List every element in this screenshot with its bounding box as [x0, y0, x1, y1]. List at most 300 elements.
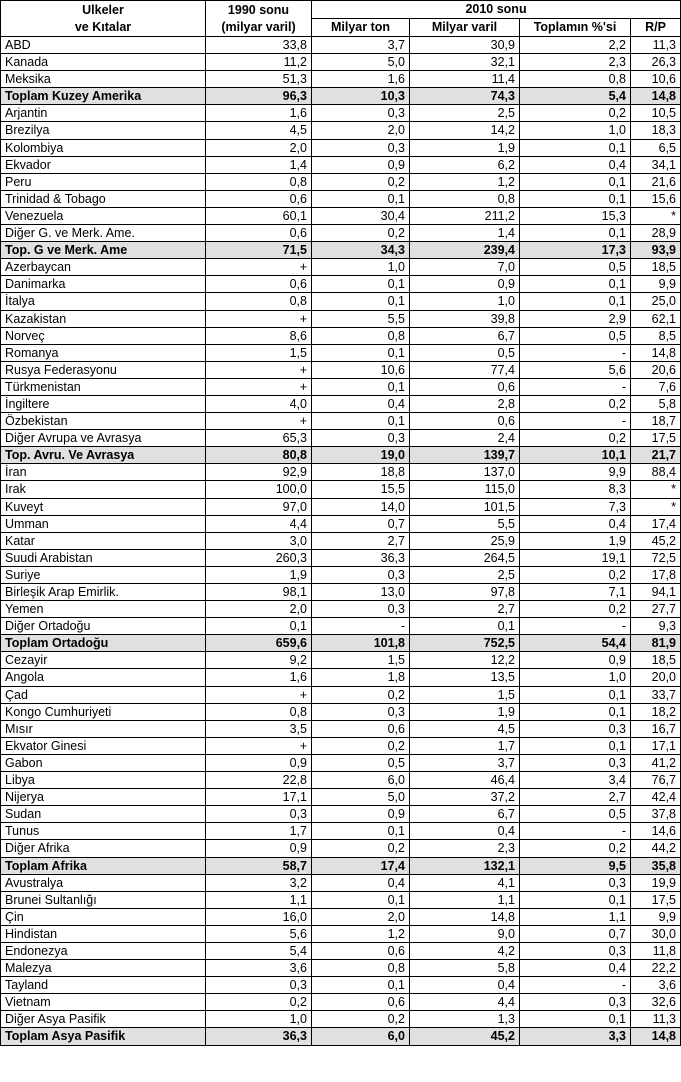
- table-row: [1, 293, 681, 310]
- share-of-total-cell: 8,3: [520, 481, 631, 498]
- table-header: [1, 1, 681, 37]
- share-of-total-cell: 1,1: [520, 908, 631, 925]
- billion-barrel-cell: 264,5: [410, 549, 520, 566]
- billion-barrel-cell: 97,8: [410, 584, 520, 601]
- billion-barrel-cell: 211,2: [410, 207, 520, 224]
- billion-barrel-cell: 14,2: [410, 122, 520, 139]
- billion-barrel-cell: 39,8: [410, 310, 520, 327]
- share-of-total-cell: 15,3: [520, 207, 631, 224]
- billion-ton-cell: 6,0: [312, 772, 410, 789]
- rp-ratio-cell: 93,9: [631, 242, 681, 259]
- rp-ratio-cell: 42,4: [631, 789, 681, 806]
- share-of-total-cell: 0,5: [520, 259, 631, 276]
- rp-ratio-cell: 32,6: [631, 994, 681, 1011]
- year-2010-group-header: 2010 sonu: [312, 1, 681, 19]
- region-cell: Suudi Arabistan: [1, 549, 206, 566]
- reserves-1990-cell: 51,3: [206, 71, 312, 88]
- rp-ratio-cell: 14,8: [631, 1028, 681, 1045]
- billion-barrel-cell: 1,7: [410, 737, 520, 754]
- billion-barrel-cell: 101,5: [410, 498, 520, 515]
- billion-barrel-cell: 2,5: [410, 105, 520, 122]
- billion-barrel-cell: 0,9: [410, 276, 520, 293]
- billion-ton-cell: 0,1: [312, 413, 410, 430]
- billion-ton-cell: 0,1: [312, 378, 410, 395]
- billion-barrel-cell: 6,2: [410, 156, 520, 173]
- table-row: [1, 481, 681, 498]
- year-1990-column-header: [206, 1, 312, 37]
- table-row: [1, 994, 681, 1011]
- region-column-header: [1, 1, 206, 37]
- billion-ton-cell: -: [312, 618, 410, 635]
- reserves-1990-cell: 0,6: [206, 276, 312, 293]
- region-cell: Çin: [1, 908, 206, 925]
- rp-ratio-cell: 21,7: [631, 447, 681, 464]
- region-cell: Tunus: [1, 823, 206, 840]
- rp-ratio-cell: 72,5: [631, 549, 681, 566]
- reserves-1990-cell: 0,3: [206, 977, 312, 994]
- region-cell: ABD: [1, 37, 206, 54]
- reserves-1990-cell: 0,9: [206, 754, 312, 771]
- billion-ton-cell: 5,0: [312, 54, 410, 71]
- table-total-row: [1, 1028, 681, 1045]
- billion-ton-cell: 0,3: [312, 703, 410, 720]
- billion-ton-cell: 15,5: [312, 481, 410, 498]
- share-of-total-cell: 9,5: [520, 857, 631, 874]
- billion-ton-cell: 0,1: [312, 977, 410, 994]
- rp-ratio-cell: 37,8: [631, 806, 681, 823]
- reserves-1990-cell: 3,0: [206, 532, 312, 549]
- table-row: [1, 942, 681, 959]
- region-cell: Ekvador: [1, 156, 206, 173]
- share-of-total-cell: 0,2: [520, 566, 631, 583]
- billion-barrel-cell: 0,6: [410, 378, 520, 395]
- region-cell: Mısır: [1, 720, 206, 737]
- reserves-1990-cell: 659,6: [206, 635, 312, 652]
- region-cell: Brunei Sultanlığı: [1, 891, 206, 908]
- region-cell: Endonezya: [1, 942, 206, 959]
- rp-ratio-cell: *: [631, 207, 681, 224]
- billion-barrel-cell: 1,9: [410, 139, 520, 156]
- region-cell: İngiltere: [1, 395, 206, 412]
- table-row: [1, 720, 681, 737]
- billion-ton-cell: 0,3: [312, 566, 410, 583]
- share-of-total-cell: 0,1: [520, 139, 631, 156]
- reserves-1990-cell: 0,2: [206, 994, 312, 1011]
- region-cell: Katar: [1, 532, 206, 549]
- billion-ton-cell: 1,0: [312, 259, 410, 276]
- billion-barrel-cell: 77,4: [410, 361, 520, 378]
- share-of-total-cell: 0,5: [520, 806, 631, 823]
- reserves-1990-cell: 3,2: [206, 874, 312, 891]
- table-row: [1, 789, 681, 806]
- table-row: [1, 601, 681, 618]
- rp-ratio-cell: 35,8: [631, 857, 681, 874]
- reserves-1990-cell: +: [206, 413, 312, 430]
- region-cell: Diğer Afrika: [1, 840, 206, 857]
- billion-barrel-cell: 25,9: [410, 532, 520, 549]
- region-cell: Top. G ve Merk. Ame: [1, 242, 206, 259]
- region-cell: Trinidad & Tobago: [1, 190, 206, 207]
- table-row: [1, 686, 681, 703]
- rp-ratio-cell: 94,1: [631, 584, 681, 601]
- region-cell: Türkmenistan: [1, 378, 206, 395]
- reserves-1990-cell: 11,2: [206, 54, 312, 71]
- billion-ton-cell: 0,3: [312, 105, 410, 122]
- reserves-1990-cell: 2,0: [206, 139, 312, 156]
- reserves-1990-cell: 2,0: [206, 601, 312, 618]
- table-row: [1, 105, 681, 122]
- billion-ton-cell: 0,6: [312, 994, 410, 1011]
- rp-ratio-cell: 9,3: [631, 618, 681, 635]
- rp-ratio-cell: 22,2: [631, 960, 681, 977]
- region-cell: Özbekistan: [1, 413, 206, 430]
- share-of-total-cell: 1,9: [520, 532, 631, 549]
- region-cell: Azerbaycan: [1, 259, 206, 276]
- share-of-total-cell: 0,2: [520, 840, 631, 857]
- billion-ton-cell: 17,4: [312, 857, 410, 874]
- reserves-1990-cell: 17,1: [206, 789, 312, 806]
- billion-ton-cell: 18,8: [312, 464, 410, 481]
- table-row: [1, 515, 681, 532]
- share-of-total-cell: 10,1: [520, 447, 631, 464]
- share-of-total-column-header: Toplamın %'si: [520, 19, 631, 37]
- rp-ratio-cell: 11,3: [631, 37, 681, 54]
- billion-barrel-cell: 6,7: [410, 806, 520, 823]
- reserves-1990-cell: +: [206, 259, 312, 276]
- region-cell: Tayland: [1, 977, 206, 994]
- table-row: [1, 806, 681, 823]
- rp-ratio-cell: 81,9: [631, 635, 681, 652]
- billion-barrel-cell: 13,5: [410, 669, 520, 686]
- rp-ratio-cell: 18,2: [631, 703, 681, 720]
- billion-barrel-cell: 1,0: [410, 293, 520, 310]
- share-of-total-cell: 1,0: [520, 669, 631, 686]
- table-row: [1, 71, 681, 88]
- region-cell: İtalya: [1, 293, 206, 310]
- billion-ton-cell: 10,6: [312, 361, 410, 378]
- rp-ratio-cell: 14,8: [631, 344, 681, 361]
- share-of-total-cell: 3,3: [520, 1028, 631, 1045]
- billion-barrel-cell: 0,4: [410, 977, 520, 994]
- share-of-total-cell: 0,3: [520, 754, 631, 771]
- rp-ratio-cell: 33,7: [631, 686, 681, 703]
- billion-ton-cell: 0,2: [312, 225, 410, 242]
- region-cell: Suriye: [1, 566, 206, 583]
- share-of-total-cell: 0,4: [520, 515, 631, 532]
- reserves-1990-cell: 1,7: [206, 823, 312, 840]
- share-of-total-cell: 0,2: [520, 601, 631, 618]
- table-row: [1, 139, 681, 156]
- share-of-total-cell: 5,6: [520, 361, 631, 378]
- share-of-total-cell: 2,9: [520, 310, 631, 327]
- rp-ratio-cell: 18,5: [631, 652, 681, 669]
- reserves-1990-cell: 0,8: [206, 293, 312, 310]
- billion-ton-cell: 0,8: [312, 960, 410, 977]
- table-row: [1, 259, 681, 276]
- table-row: [1, 122, 681, 139]
- share-of-total-cell: 7,1: [520, 584, 631, 601]
- region-cell: Peru: [1, 173, 206, 190]
- region-cell: Toplam Ortadoğu: [1, 635, 206, 652]
- rp-ratio-cell: 17,1: [631, 737, 681, 754]
- billion-ton-cell: 5,5: [312, 310, 410, 327]
- reserves-1990-cell: 1,4: [206, 156, 312, 173]
- rp-ratio-cell: 20,6: [631, 361, 681, 378]
- region-cell: Kanada: [1, 54, 206, 71]
- billion-barrel-cell: 0,8: [410, 190, 520, 207]
- region-cell: Umman: [1, 515, 206, 532]
- billion-barrel-cell: 1,3: [410, 1011, 520, 1028]
- billion-ton-cell: 0,1: [312, 891, 410, 908]
- billion-ton-cell: 1,5: [312, 652, 410, 669]
- billion-barrel-cell: 0,6: [410, 413, 520, 430]
- region-cell: Venezuela: [1, 207, 206, 224]
- billion-ton-cell: 0,7: [312, 515, 410, 532]
- reserves-1990-cell: 96,3: [206, 88, 312, 105]
- billion-ton-cell: 5,0: [312, 789, 410, 806]
- share-of-total-cell: 54,4: [520, 635, 631, 652]
- billion-barrel-cell: 30,9: [410, 37, 520, 54]
- share-of-total-cell: 0,1: [520, 891, 631, 908]
- table-row: [1, 772, 681, 789]
- rp-ratio-cell: 17,5: [631, 891, 681, 908]
- rp-ratio-cell: 10,5: [631, 105, 681, 122]
- billion-barrel-cell: 4,1: [410, 874, 520, 891]
- reserves-1990-cell: 1,9: [206, 566, 312, 583]
- table-total-row: [1, 447, 681, 464]
- rp-ratio-cell: 45,2: [631, 532, 681, 549]
- table-row: [1, 464, 681, 481]
- reserves-1990-cell: 60,1: [206, 207, 312, 224]
- billion-ton-cell: 0,3: [312, 601, 410, 618]
- region-cell: Kolombiya: [1, 139, 206, 156]
- billion-barrel-cell: 3,7: [410, 754, 520, 771]
- billion-barrel-cell: 32,1: [410, 54, 520, 71]
- billion-barrel-cell: 14,8: [410, 908, 520, 925]
- share-of-total-cell: 0,3: [520, 720, 631, 737]
- share-of-total-cell: -: [520, 378, 631, 395]
- share-of-total-cell: 0,9: [520, 652, 631, 669]
- region-cell: Meksika: [1, 71, 206, 88]
- table-row: [1, 549, 681, 566]
- billion-ton-cell: 0,3: [312, 139, 410, 156]
- reserves-1990-cell: 92,9: [206, 464, 312, 481]
- region-cell: Ekvator Ginesi: [1, 737, 206, 754]
- share-of-total-cell: 0,7: [520, 925, 631, 942]
- rp-ratio-cell: 17,5: [631, 430, 681, 447]
- billion-ton-cell: 3,7: [312, 37, 410, 54]
- rp-ratio-cell: 19,9: [631, 874, 681, 891]
- share-of-total-cell: 0,8: [520, 71, 631, 88]
- billion-ton-column-header: Milyar ton: [312, 19, 410, 37]
- region-cell: Gabon: [1, 754, 206, 771]
- rp-ratio-cell: 25,0: [631, 293, 681, 310]
- table-row: [1, 618, 681, 635]
- rp-ratio-cell: 10,6: [631, 71, 681, 88]
- region-cell: Norveç: [1, 327, 206, 344]
- billion-barrel-cell: 132,1: [410, 857, 520, 874]
- reserves-1990-cell: 9,2: [206, 652, 312, 669]
- billion-ton-cell: 0,8: [312, 327, 410, 344]
- rp-ratio-cell: *: [631, 481, 681, 498]
- share-of-total-cell: -: [520, 344, 631, 361]
- billion-ton-cell: 0,1: [312, 190, 410, 207]
- share-of-total-cell: 19,1: [520, 549, 631, 566]
- billion-barrel-cell: 74,3: [410, 88, 520, 105]
- rp-ratio-cell: 14,6: [631, 823, 681, 840]
- table-row: [1, 754, 681, 771]
- share-of-total-cell: 0,4: [520, 156, 631, 173]
- rp-ratio-cell: 28,9: [631, 225, 681, 242]
- table-row: [1, 737, 681, 754]
- share-of-total-cell: 7,3: [520, 498, 631, 515]
- reserves-1990-cell: 36,3: [206, 1028, 312, 1045]
- billion-barrel-cell: 7,0: [410, 259, 520, 276]
- rp-ratio-cell: 3,6: [631, 977, 681, 994]
- billion-barrel-cell: 1,1: [410, 891, 520, 908]
- billion-ton-cell: 101,8: [312, 635, 410, 652]
- billion-barrel-cell: 2,5: [410, 566, 520, 583]
- reserves-1990-cell: 4,5: [206, 122, 312, 139]
- rp-ratio-cell: 11,3: [631, 1011, 681, 1028]
- billion-ton-cell: 0,4: [312, 874, 410, 891]
- table-row: [1, 891, 681, 908]
- billion-barrel-cell: 5,5: [410, 515, 520, 532]
- reserves-1990-cell: 1,5: [206, 344, 312, 361]
- table-row: [1, 1011, 681, 1028]
- billion-barrel-cell: 46,4: [410, 772, 520, 789]
- billion-barrel-cell: 115,0: [410, 481, 520, 498]
- table-row: [1, 977, 681, 994]
- table-row: [1, 37, 681, 54]
- share-of-total-cell: 0,1: [520, 686, 631, 703]
- table-total-row: [1, 242, 681, 259]
- region-cell: Diğer Ortadoğu: [1, 618, 206, 635]
- reserves-1990-cell: 0,9: [206, 840, 312, 857]
- region-cell: Diğer Asya Pasifik: [1, 1011, 206, 1028]
- rp-ratio-cell: 9,9: [631, 908, 681, 925]
- rp-ratio-cell: 62,1: [631, 310, 681, 327]
- rp-ratio-cell: 21,6: [631, 173, 681, 190]
- rp-ratio-cell: 16,7: [631, 720, 681, 737]
- billion-barrel-cell: 752,5: [410, 635, 520, 652]
- region-cell: Kuveyt: [1, 498, 206, 515]
- share-of-total-cell: 2,2: [520, 37, 631, 54]
- reserves-1990-cell: +: [206, 361, 312, 378]
- table-row: [1, 344, 681, 361]
- region-cell: Diğer Avrupa ve Avrasya: [1, 430, 206, 447]
- reserves-1990-cell: 260,3: [206, 549, 312, 566]
- share-of-total-cell: -: [520, 977, 631, 994]
- table-row: [1, 310, 681, 327]
- billion-ton-cell: 10,3: [312, 88, 410, 105]
- billion-barrel-cell: 4,4: [410, 994, 520, 1011]
- reserves-1990-cell: 0,1: [206, 618, 312, 635]
- region-cell: Çad: [1, 686, 206, 703]
- rp-ratio-cell: 41,2: [631, 754, 681, 771]
- reserves-1990-cell: +: [206, 378, 312, 395]
- region-cell: Libya: [1, 772, 206, 789]
- billion-ton-cell: 0,1: [312, 344, 410, 361]
- reserves-1990-cell: +: [206, 737, 312, 754]
- billion-barrel-cell: 11,4: [410, 71, 520, 88]
- reserves-1990-cell: 0,3: [206, 806, 312, 823]
- billion-ton-cell: 6,0: [312, 1028, 410, 1045]
- region-cell: Malezya: [1, 960, 206, 977]
- share-of-total-cell: -: [520, 823, 631, 840]
- share-of-total-cell: 2,7: [520, 789, 631, 806]
- billion-ton-cell: 1,6: [312, 71, 410, 88]
- region-cell: Kongo Cumhuriyeti: [1, 703, 206, 720]
- table-row: [1, 276, 681, 293]
- billion-barrel-cell: 137,0: [410, 464, 520, 481]
- rp-ratio-cell: 27,7: [631, 601, 681, 618]
- rp-ratio-cell: 34,1: [631, 156, 681, 173]
- billion-barrel-cell: 2,8: [410, 395, 520, 412]
- table-total-row: [1, 635, 681, 652]
- billion-barrel-cell: 0,5: [410, 344, 520, 361]
- region-cell: Angola: [1, 669, 206, 686]
- billion-ton-cell: 14,0: [312, 498, 410, 515]
- billion-ton-cell: 13,0: [312, 584, 410, 601]
- reserves-1990-cell: 65,3: [206, 430, 312, 447]
- region-cell: Sudan: [1, 806, 206, 823]
- year-1990-header-line2: (milyar varil): [221, 19, 296, 34]
- region-cell: Toplam Asya Pasifik: [1, 1028, 206, 1045]
- share-of-total-cell: 2,3: [520, 54, 631, 71]
- share-of-total-cell: 0,2: [520, 395, 631, 412]
- rp-ratio-cell: 11,8: [631, 942, 681, 959]
- reserves-1990-cell: 0,8: [206, 173, 312, 190]
- table-row: [1, 54, 681, 71]
- billion-barrel-cell: 139,7: [410, 447, 520, 464]
- table-row: [1, 361, 681, 378]
- rp-ratio-cell: 8,5: [631, 327, 681, 344]
- table-row: [1, 925, 681, 942]
- rp-ratio-cell: 18,5: [631, 259, 681, 276]
- rp-ratio-cell: 15,6: [631, 190, 681, 207]
- table-row: [1, 908, 681, 925]
- table-row: [1, 378, 681, 395]
- billion-ton-cell: 0,1: [312, 293, 410, 310]
- billion-ton-cell: 36,3: [312, 549, 410, 566]
- table-row: [1, 225, 681, 242]
- reserves-1990-cell: +: [206, 686, 312, 703]
- rp-ratio-cell: 18,7: [631, 413, 681, 430]
- rp-ratio-cell: 26,3: [631, 54, 681, 71]
- table-row: [1, 413, 681, 430]
- billion-ton-cell: 2,0: [312, 122, 410, 139]
- share-of-total-cell: 0,5: [520, 327, 631, 344]
- share-of-total-cell: 3,4: [520, 772, 631, 789]
- region-cell: Diğer G. ve Merk. Ame.: [1, 225, 206, 242]
- billion-barrel-cell: 4,5: [410, 720, 520, 737]
- reserves-1990-cell: 4,0: [206, 395, 312, 412]
- share-of-total-cell: -: [520, 618, 631, 635]
- table-row: [1, 532, 681, 549]
- region-cell: Birleşik Arap Emirlik.: [1, 584, 206, 601]
- reserves-1990-cell: 0,6: [206, 225, 312, 242]
- billion-ton-cell: 0,5: [312, 754, 410, 771]
- table-row: [1, 960, 681, 977]
- rp-ratio-cell: 6,5: [631, 139, 681, 156]
- share-of-total-cell: 0,1: [520, 225, 631, 242]
- billion-ton-cell: 0,2: [312, 840, 410, 857]
- reserves-1990-cell: 100,0: [206, 481, 312, 498]
- reserves-1990-cell: 1,6: [206, 105, 312, 122]
- table-row: [1, 395, 681, 412]
- billion-barrel-cell: 4,2: [410, 942, 520, 959]
